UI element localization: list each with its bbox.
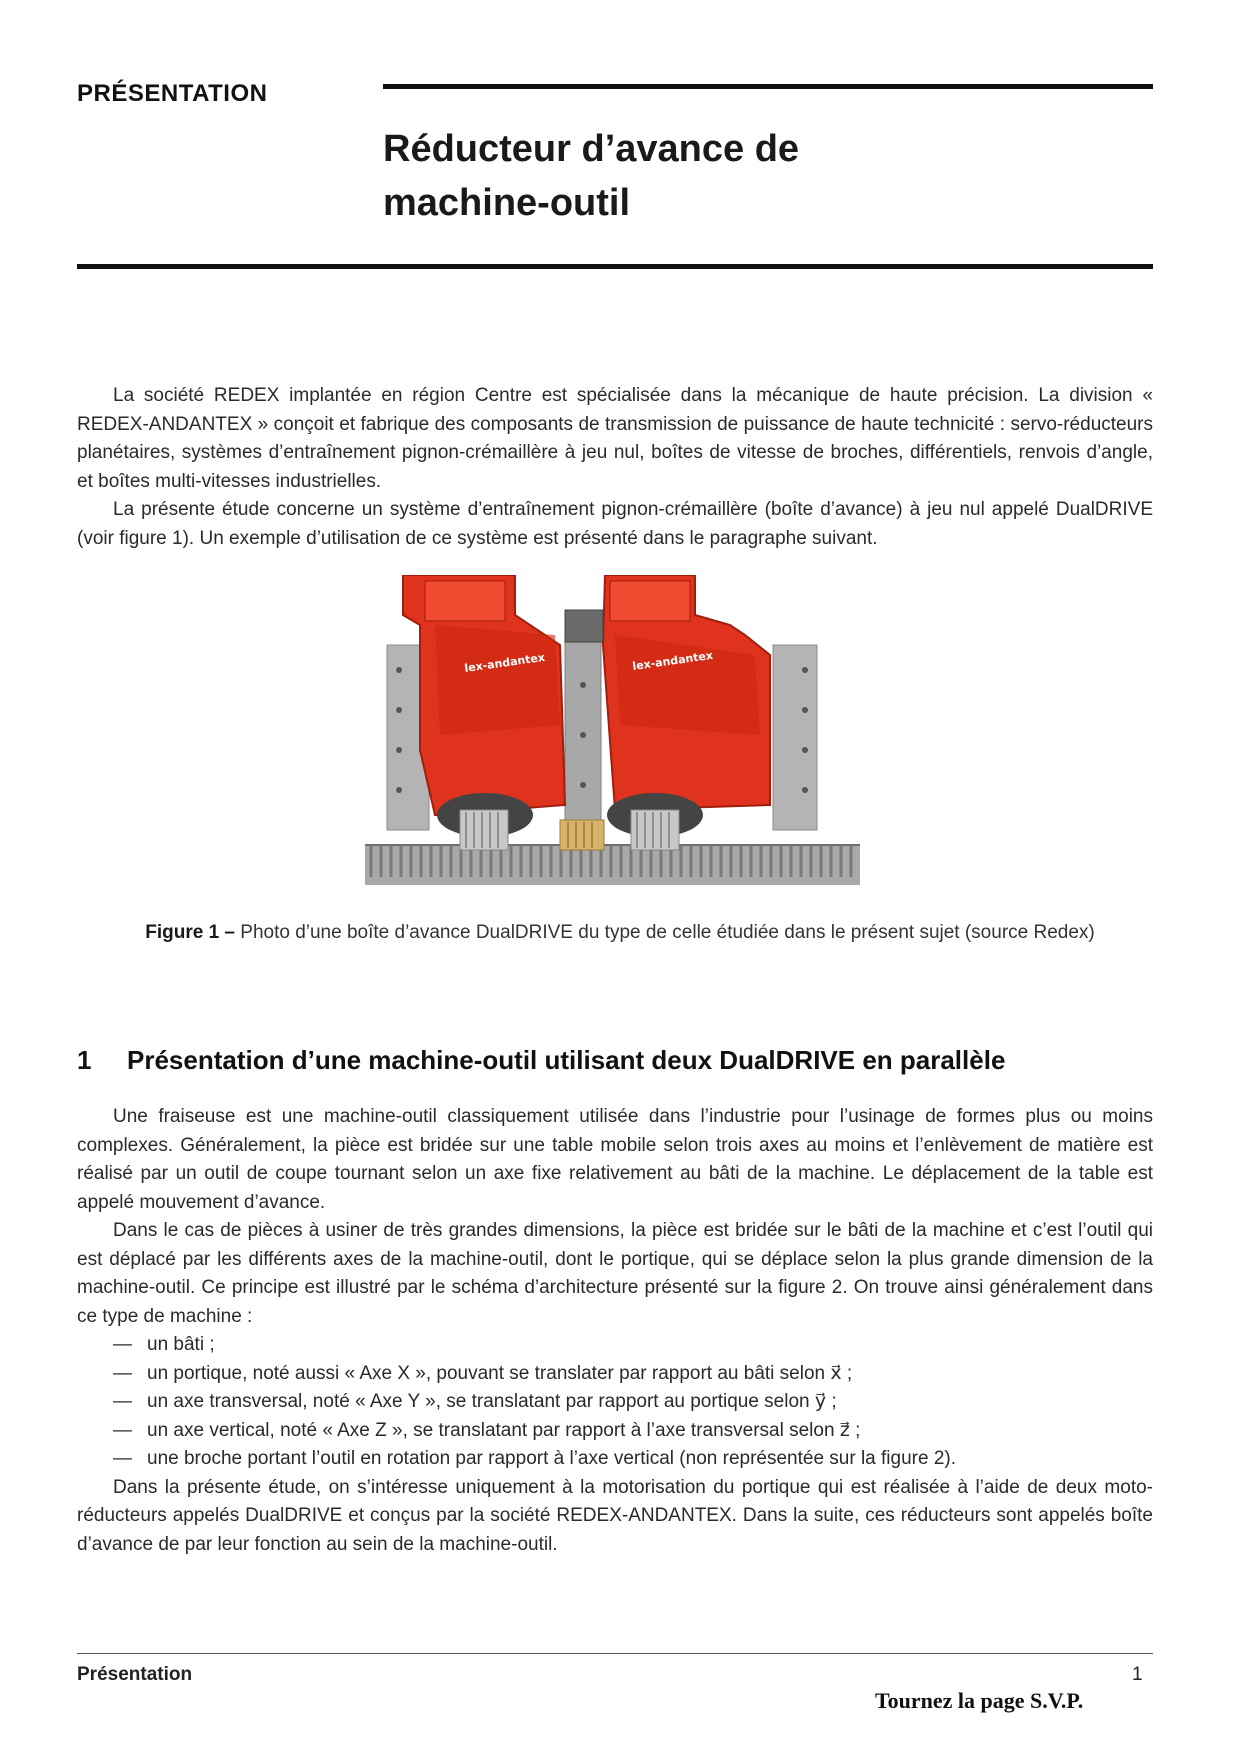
idler-pinion xyxy=(560,820,604,850)
section-number: 1 xyxy=(77,1045,92,1075)
document-title-line-1: Réducteur d’avance de xyxy=(383,128,800,170)
figure-caption-text: Photo d’une boîte d’avance DualDRIVE du type de celle étudiée dans le présent sujet (source Redex) xyxy=(240,922,1095,943)
left-pinion xyxy=(460,810,508,850)
list-item: — un axe transversal, noté « Axe Y », se translatant par rapport au portique selon y⃗ ; xyxy=(113,1391,837,1412)
component-list xyxy=(77,1331,1153,1474)
right-motor-flange xyxy=(610,581,690,621)
intro-paragraph-2: La présente étude concerne un système d’entraînement pignon-crémaillère (boîte d’avance) à jeu nul appelé DualDRIVE (voir figure 1). Un exemple d’utilisation de ce système est présenté dans le paragraphe suivant. xyxy=(77,499,1153,549)
list-item: — un axe vertical, noté « Axe Z », se translatant par rapport à l’axe transversal selon z⃗ ; xyxy=(113,1419,861,1441)
document-title xyxy=(383,122,1153,230)
figure-caption xyxy=(140,918,1100,948)
footer-rule xyxy=(77,1653,1153,1654)
section-label: PRÉSENTATION xyxy=(77,80,268,107)
section-heading xyxy=(77,1045,1005,1076)
figure-caption-label: Figure 1 – xyxy=(145,922,235,943)
footer-section: Présentation xyxy=(77,1664,193,1685)
intro-text xyxy=(77,382,1153,553)
turn-page-note: Tournez la page S.V.P. xyxy=(875,1688,1084,1713)
right-plate xyxy=(773,645,817,830)
section-paragraph-2: Dans le cas de pièces à usiner de très grandes dimensions, la pièce est bridée sur le bâti de la machine et c’est l’outil qui est déplacé par les différents axes de la machine-outil, dont le portique, qui se déplace selon la plus grande dimension de la machine-outil. Ce principe est illustré par le schéma d’architecture présenté sur la figure 2. On trouve ainsi généralement dans ce type de machine : xyxy=(77,1220,1153,1327)
section-paragraph-3: Dans la présente étude, on s’intéresse uniquement à la motorisation du portique qui est réalisée à l’aide de deux moto-réducteurs appelés DualDRIVE et conçus par la société REDEX-ANDANTEX. Dans la suite, ces réducteurs sont appelés boîte d’avance de par leur fonction au sein de la machine-outil. xyxy=(77,1476,1153,1555)
title-rule-top xyxy=(383,84,1153,89)
right-pinion xyxy=(631,810,679,850)
worm-gear xyxy=(565,610,603,642)
list-item: — un bâti ; xyxy=(113,1334,215,1355)
section-body xyxy=(77,1103,1153,1559)
list-item: — une broche portant l’outil en rotation par rapport à l’axe vertical (non représentée sur la figure 2). xyxy=(113,1448,957,1469)
brand-label-left: lex-andantex xyxy=(463,650,546,675)
title-rule-bottom xyxy=(77,264,1153,269)
list-item: — un portique, noté aussi « Axe X », pouvant se translater par rapport au bâti selon x⃗ ; xyxy=(113,1362,853,1384)
left-motor-flange xyxy=(425,581,505,621)
section-paragraph-1: Une fraiseuse est une machine-outil classiquement utilisée dans l’industrie pour l’usinage de formes plus ou moins complexes. Généralement, la pièce est bridée sur une table mobile selon trois axes au moins et l’enlèvement de matière est réalisé par un outil de coupe tournant selon un axe fixe relativement au bâti de la machine. Le déplacement de la table est appelé mouvement d’avance. xyxy=(77,1106,1153,1213)
section-title: Présentation d’une machine-outil utilisant deux DualDRIVE en parallèle xyxy=(127,1045,1006,1075)
document-title-line-2: machine-outil xyxy=(383,182,631,224)
page-number: 1 xyxy=(1132,1664,1143,1685)
intro-paragraph-1: La société REDEX implantée en région Centre est spécialisée dans la mécanique de haute précision. La division « REDEX-ANDANTEX » conçoit et fabrique des composants de transmission de puissance de haute technicité : servo-réducteurs planétaires, systèmes d’entraînement pignon-crémaillère à jeu nul, boîtes de vitesse de broches, différentiels, renvois d’angle, et boîtes multi-vitesses industrielles. xyxy=(77,385,1153,492)
dualdrive-photo xyxy=(365,575,860,900)
brand-label-right: lex-andantex xyxy=(631,648,714,673)
